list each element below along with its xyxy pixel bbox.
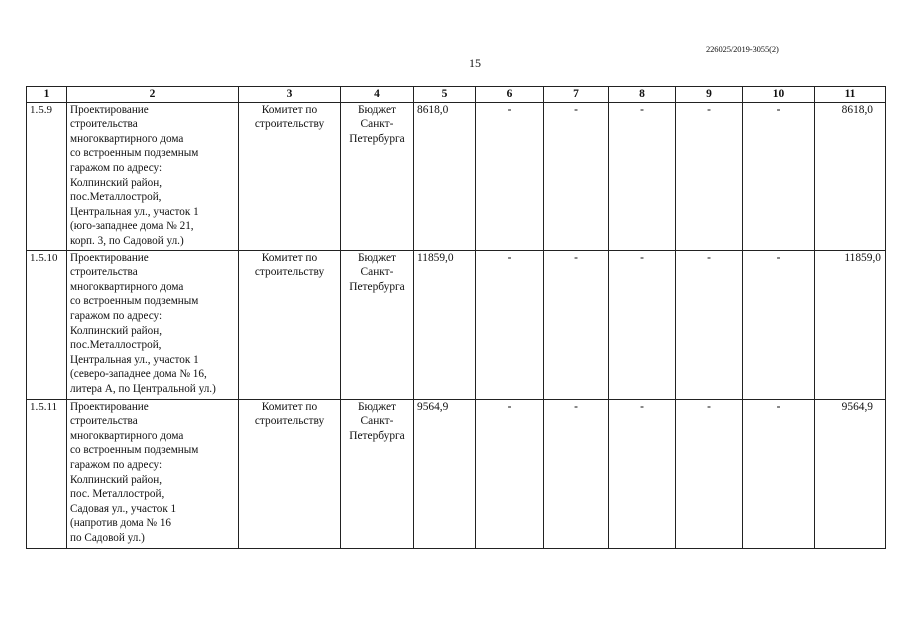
- column-header: 4: [341, 87, 414, 103]
- funding-source: Бюджет Санкт- Петербурга: [341, 399, 414, 548]
- program-table: [26, 86, 886, 549]
- amount-col10: -: [743, 102, 815, 250]
- amount-col8: -: [609, 102, 676, 250]
- funding-source: Бюджет Санкт- Петербурга: [341, 102, 414, 250]
- amount-col5: 8618,0: [414, 102, 476, 250]
- project-name: Проектирование строительства многоквартирного дома со встроенным подземным гаражом по адресу: Колпинский район, пос. Металлострой, Садовая ул., участок 1 (напротив дома № 16 по Садовой ул.): [67, 399, 239, 548]
- amount-col9: -: [676, 102, 743, 250]
- executor: Комитет по строительству: [239, 102, 341, 250]
- column-header: 2: [67, 87, 239, 103]
- column-header: 9: [676, 87, 743, 103]
- amount-total: 8618,0: [815, 102, 886, 250]
- column-header: 1: [27, 87, 67, 103]
- amount-col5: 9564,9: [414, 399, 476, 548]
- amount-col10: -: [743, 250, 815, 399]
- header-row: [27, 87, 886, 103]
- column-header: 10: [743, 87, 815, 103]
- executor: Комитет по строительству: [239, 399, 341, 548]
- amount-total: 11859,0: [815, 250, 886, 399]
- amount-col7: -: [544, 399, 609, 548]
- amount-col7: -: [544, 102, 609, 250]
- amount-col7: -: [544, 250, 609, 399]
- amount-total: 9564,9: [815, 399, 886, 548]
- table-row: [27, 102, 886, 250]
- amount-col10: -: [743, 399, 815, 548]
- executor: Комитет по строительству: [239, 250, 341, 399]
- amount-col9: -: [676, 250, 743, 399]
- page-number: 15: [469, 56, 481, 70]
- amount-col6: -: [476, 102, 544, 250]
- amount-col8: -: [609, 399, 676, 548]
- document-id: 226025/2019-3055(2): [706, 44, 779, 54]
- column-header: 3: [239, 87, 341, 103]
- column-header: 7: [544, 87, 609, 103]
- amount-col8: -: [609, 250, 676, 399]
- row-number: 1.5.10: [27, 250, 67, 399]
- funding-source: Бюджет Санкт- Петербурга: [341, 250, 414, 399]
- table-row: [27, 399, 886, 548]
- project-name: Проектирование строительства многоквартирного дома со встроенным подземным гаражом по адресу: Колпинский район, пос.Металлострой, Центральная ул., участок 1 (юго-западнее дома № 21, корп. 3, по Садовой ул.): [67, 102, 239, 250]
- column-header: 8: [609, 87, 676, 103]
- column-header: 6: [476, 87, 544, 103]
- table-row: [27, 250, 886, 399]
- amount-col9: -: [676, 399, 743, 548]
- amount-col5: 11859,0: [414, 250, 476, 399]
- amount-col6: -: [476, 399, 544, 548]
- project-name: Проектирование строительства многоквартирного дома со встроенным подземным гаражом по адресу: Колпинский район, пос.Металлострой, Центральная ул., участок 1 (северо-западнее дома № 16, литера А, по Центральной ул.): [67, 250, 239, 399]
- row-number: 1.5.9: [27, 102, 67, 250]
- amount-col6: -: [476, 250, 544, 399]
- row-number: 1.5.11: [27, 399, 67, 548]
- column-header: 5: [414, 87, 476, 103]
- column-header: 11: [815, 87, 886, 103]
